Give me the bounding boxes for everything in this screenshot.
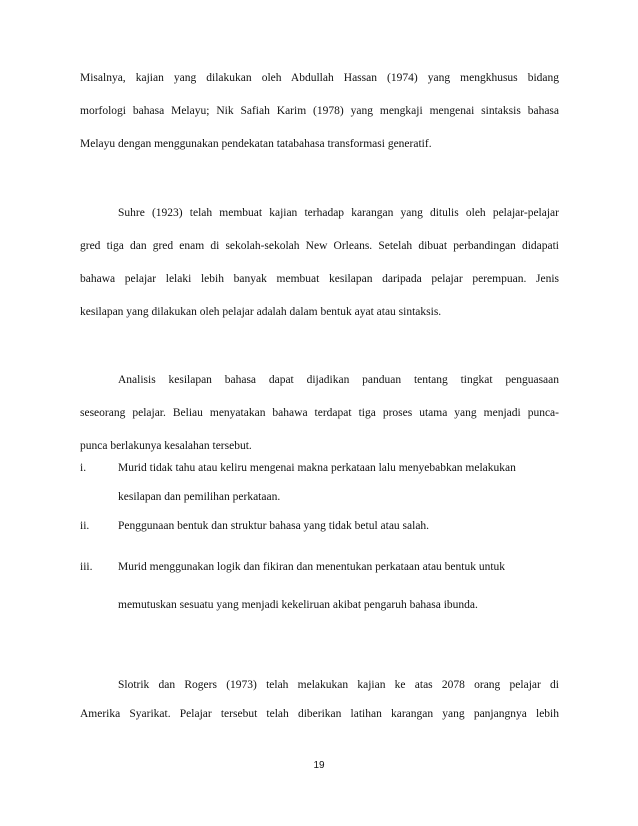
list-item-1-line1: Murid tidak tahu atau keliru mengenai makna perkataan lalu menyebabkan melakukan <box>118 462 516 474</box>
list-item-3-line1: Murid menggunakan logik dan fikiran dan menentukan perkataan atau bentuk untuk <box>118 561 506 573</box>
paragraph1-line1: Misalnya, kajian yang dilakukan oleh Abdullah Hassan (1974) yang mengkhusus bidang <box>80 72 559 84</box>
list-item-1-marker: i. <box>80 462 87 474</box>
list-item-3-line2: memutuskan sesuatu yang menjadi kekeliruan akibat pengaruh bahasa ibunda. <box>118 599 478 611</box>
paragraph3-line3: punca berlakunya kesalahan tersebut. <box>80 440 252 452</box>
paragraph4-line2: Amerika Syarikat. Pelajar tersebut telah diberikan latihan karangan yang panjangnya lebih <box>80 708 559 720</box>
list-item-3-marker: iii. <box>80 561 93 573</box>
paragraph1-line3: Melayu dengan menggunakan pendekatan tatabahasa transformasi generatif. <box>80 138 432 150</box>
page-number: 19 <box>313 760 325 771</box>
list-item-2-line1: Penggunaan bentuk dan struktur bahasa yang tidak betul atau salah. <box>118 520 430 532</box>
list-item-1-line2: kesilapan dan pemilihan perkataan. <box>118 491 281 503</box>
list-item-2-marker: ii. <box>80 520 90 532</box>
paragraph3-line2: seseorang pelajar. Beliau menyatakan bahawa terdapat tiga proses utama yang menjadi punca- <box>80 407 559 419</box>
paragraph3-line1: Analisis kesilapan bahasa dapat dijadikan panduan tentang tingkat penguasaan <box>118 374 559 386</box>
paragraph2-line4: kesilapan yang dilakukan oleh pelajar adalah dalam bentuk ayat atau sintaksis. <box>80 306 442 318</box>
paragraph1-line2: morfologi bahasa Melayu; Nik Safiah Karim (1978) yang mengkaji mengenai sintaksis bahasa <box>80 105 559 117</box>
paragraph2-line1: Suhre (1923) telah membuat kajian terhadap karangan yang ditulis oleh pelajar-pelajar <box>118 207 559 219</box>
paragraph2-line3: bahawa pelajar lelaki lebih banyak membuat kesilapan daripada pelajar perempuan. Jenis <box>80 273 559 285</box>
paragraph2-line2: gred tiga dan gred enam di sekolah-sekolah New Orleans. Setelah dibuat perbandingan didapati <box>80 240 559 252</box>
paragraph4-line1: Slotrik dan Rogers (1973) telah melakukan kajian ke atas 2078 orang pelajar di <box>118 679 559 691</box>
